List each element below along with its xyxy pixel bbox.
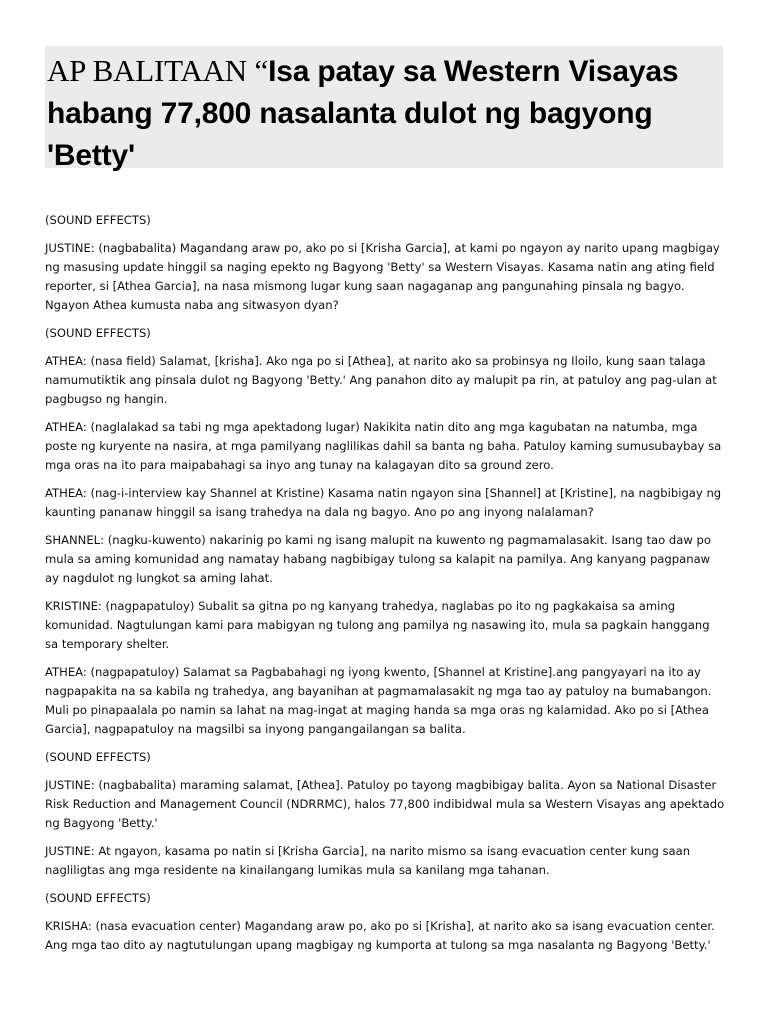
script-paragraph: JUSTINE: (nagbabalita) maraming salamat, [Athea]. Patuloy po tayong magbibigay balita. Ayon sa National Disaster Risk Reduction and Management Council (NDRRMC), halos 77,800 indibidwal mula sa Western Visayas ang apektado ng Bagyong 'Betty.' [45, 778, 725, 830]
script-paragraph: SHANNEL: (nagku-kuwento) nakarinig po kami ng isang malupit na kuwento ng pagmamalasakit. Isang tao daw po mula sa aming komunidad ang namatay habang nagbibigay tulong sa kalapit na pamilya. Ang kanyang pagpanaw ay nagdulot ng lungkot sa aming lahat. [45, 533, 711, 585]
script-paragraph: ATHEA: (nag-i-interview kay Shannel at Kristine) Kasama natin ngayon sina [Shannel] at [Kristine], na nagbibigay ng kaunting pananaw hinggil sa isang trahedya na dala ng bagyo. Ano po ang inyong nalalaman? [45, 486, 722, 519]
script-paragraph: JUSTINE: At ngayon, kasama po natin si [Krisha Garcia], na narito mismo sa isang evacuation center kung saan nagliligtas ang mga residente na kinailangang lumikas mula sa kanilang mga tahanan. [45, 844, 691, 877]
script-paragraph: (SOUND EFFECTS) [45, 750, 151, 764]
script-paragraph: ATHEA: (nagpapatuloy) Salamat sa Pagbabahagi ng iyong kwento, [Shannel at Kristine].ang pangyayari na ito ay nagpapakita na sa kabila ng trahedya, ang bayanihan at pagmamalasakit ng mga tao ay patuloy na bumabangon. Muli po pinapaalala po namin sa lahat na mag-ingat at maging handa sa mga oras ng kalamidad. Ako po si [Athea Garcia], nagpapatuloy na magsilbi sa inyong pangangailangan sa balita. [45, 665, 712, 736]
script-paragraph: ATHEA: (naglalakad sa tabi ng mga apektadong lugar) Nakikita natin dito ang mga kagubatan na natumba, mga poste ng kuryente na nasira, at mga pamilyang naglilikas dahil sa banta ng baha. Patuloy kaming sumusubaybay sa mga oras na ito para maipabahagi sa inyo ang tunay na kalagayan dito sa ground zero. [45, 420, 722, 472]
script-paragraph: (SOUND EFFECTS) [45, 213, 151, 227]
script-paragraph: (SOUND EFFECTS) [45, 326, 151, 340]
script-paragraph: ATHEA: (nasa field) Salamat, [krisha]. Ako nga po si [Athea], at narito ako sa probinsya ng Iloilo, kung saan talaga namumutiktik ang pinsala dulot ng Bagyong 'Betty.' Ang panahon dito ay malupit pa rin, at patuloy ang pag-ulan at pagbugso ng hangin. [45, 354, 717, 406]
script-paragraph: (SOUND EFFECTS) [45, 891, 151, 905]
title-headline: Isa patay sa Western Visayas habang 77,800 nasalanta dulot ng bagyong 'Betty' [47, 55, 679, 172]
page-title [47, 50, 719, 177]
script-paragraph: KRISTINE: (nagpapatuloy) Subalit sa gitna po ng kanyang trahedya, naglabas po ito ng pagkakaisa sa aming komunidad. Nagtulungan kami para mabigyan ng tulong ang pamilya ng nasawing ito, mula sa pagkain hanggang sa temporary shelter. [45, 599, 710, 651]
script-body [45, 211, 725, 964]
title-banner [45, 46, 723, 172]
title-prefix: AP BALITAAN “ [47, 53, 269, 88]
script-paragraph: KRISHA: (nasa evacuation center) Magandang araw po, ako po si [Krisha], at narito ako sa isang evacuation center. Ang mga tao dito ay nagtutulungan upang magbigay ng kumporta at tulong sa mga nasalanta ng Bagyong 'Betty.' [45, 919, 715, 952]
script-paragraph: JUSTINE: (nagbabalita) Magandang araw po, ako po si [Krisha Garcia], at kami po ngayon ay narito upang magbigay ng masusing update hinggil sa naging epekto ng Bagyong 'Betty' sa Western Visayas. Kasama natin ang ating field reporter, si [Athea Garcia], na nasa mismong lugar kung saan nagaganap ang pangunahing pinsala ng bagyo. Ngayon Athea kumusta naba ang sitwasyon dyan? [45, 241, 720, 312]
